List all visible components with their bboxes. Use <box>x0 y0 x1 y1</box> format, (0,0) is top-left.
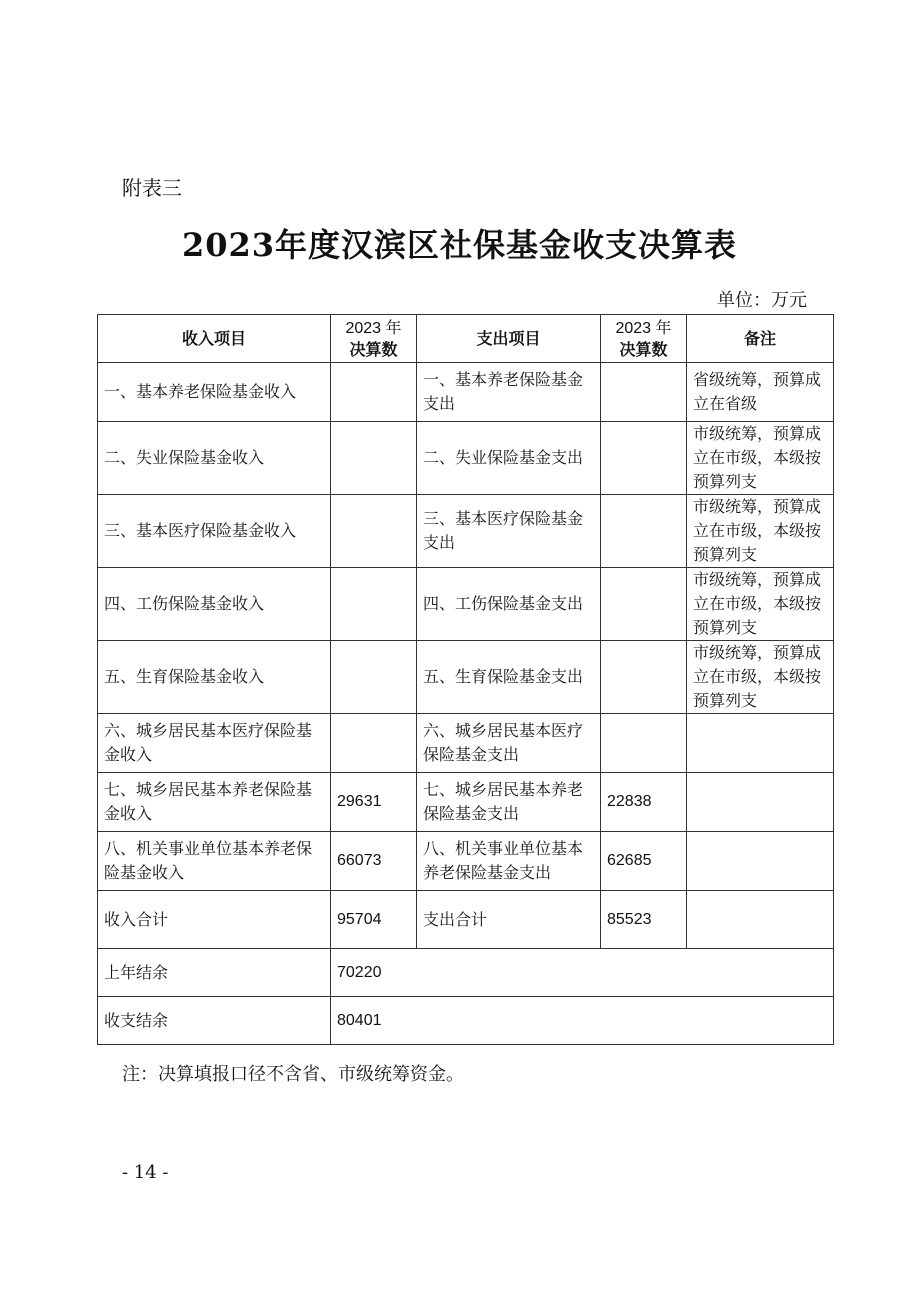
header-remarks: 备注 <box>687 315 834 363</box>
income-item-cell: 一、基本养老保险基金收入 <box>98 363 331 422</box>
income-item-cell: 五、生育保险基金收入 <box>98 641 331 714</box>
appendix-label: 附表三 <box>122 176 182 200</box>
header-income-amount-line1: 2023 年 <box>345 320 402 337</box>
prior-balance-label: 上年结余 <box>98 949 331 997</box>
expense-amount-cell <box>601 363 687 422</box>
remarks-cell <box>687 773 834 832</box>
income-amount-cell <box>331 495 417 568</box>
table-row <box>98 422 834 495</box>
header-expense-item: 支出项目 <box>417 315 601 363</box>
table-row <box>98 714 834 773</box>
remarks-cell <box>687 832 834 891</box>
expense-amount-cell <box>601 495 687 568</box>
expense-amount-cell <box>601 422 687 495</box>
table-row <box>98 568 834 641</box>
expense-amount-cell: 62685 <box>601 832 687 891</box>
expense-item-cell: 五、生育保险基金支出 <box>417 641 601 714</box>
header-income-amount-line2: 决算数 <box>349 340 398 359</box>
table-header-row <box>98 315 834 363</box>
income-amount-cell <box>331 714 417 773</box>
prior-balance-value: 70220 <box>331 949 834 997</box>
header-income-item: 收入项目 <box>98 315 331 363</box>
expense-total-value: 85523 <box>601 891 687 949</box>
budget-table <box>97 314 834 1045</box>
prior-balance-row <box>98 949 834 997</box>
header-expense-amount <box>601 315 687 363</box>
income-item-cell: 七、城乡居民基本养老保险基金收入 <box>98 773 331 832</box>
table-row <box>98 832 834 891</box>
net-balance-value: 80401 <box>331 997 834 1045</box>
income-amount-cell <box>331 641 417 714</box>
income-total-label: 收入合计 <box>98 891 331 949</box>
expense-amount-cell: 22838 <box>601 773 687 832</box>
income-item-cell: 四、工伤保险基金收入 <box>98 568 331 641</box>
expense-amount-cell <box>601 714 687 773</box>
table-row <box>98 363 834 422</box>
expense-item-cell: 一、基本养老保险基金支出 <box>417 363 601 422</box>
page-number: - 14 - <box>122 1162 169 1183</box>
expense-item-cell: 六、城乡居民基本医疗保险基金支出 <box>417 714 601 773</box>
income-amount-cell <box>331 568 417 641</box>
net-balance-row <box>98 997 834 1045</box>
totals-row <box>98 891 834 949</box>
remarks-cell: 省级统筹，预算成立在省级 <box>687 363 834 422</box>
expense-item-cell: 八、机关事业单位基本养老保险基金支出 <box>417 832 601 891</box>
header-income-amount <box>331 315 417 363</box>
income-amount-cell: 29631 <box>331 773 417 832</box>
expense-item-cell: 四、工伤保险基金支出 <box>417 568 601 641</box>
expense-amount-cell <box>601 641 687 714</box>
expense-total-label: 支出合计 <box>417 891 601 949</box>
header-expense-amount-line1: 2023 年 <box>615 320 672 337</box>
income-item-cell: 二、失业保险基金收入 <box>98 422 331 495</box>
income-item-cell: 三、基本医疗保险基金收入 <box>98 495 331 568</box>
remarks-cell: 市级统筹，预算成立在市级，本级按预算列支 <box>687 641 834 714</box>
income-item-cell: 六、城乡居民基本医疗保险基金收入 <box>98 714 331 773</box>
header-expense-amount-line2: 决算数 <box>619 340 668 359</box>
income-total-value: 95704 <box>331 891 417 949</box>
footnote: 注：决算填报口径不含省、市级统筹资金。 <box>122 1064 464 1085</box>
remarks-cell <box>687 714 834 773</box>
income-item-cell: 八、机关事业单位基本养老保险基金收入 <box>98 832 331 891</box>
table-row <box>98 773 834 832</box>
totals-remarks-cell <box>687 891 834 949</box>
expense-item-cell: 三、基本医疗保险基金支出 <box>417 495 601 568</box>
table-row <box>98 495 834 568</box>
expense-item-cell: 二、失业保险基金支出 <box>417 422 601 495</box>
expense-amount-cell <box>601 568 687 641</box>
remarks-cell: 市级统筹，预算成立在市级，本级按预算列支 <box>687 495 834 568</box>
unit-label: 单位：万元 <box>717 290 807 311</box>
table-row <box>98 641 834 714</box>
net-balance-label: 收支结余 <box>98 997 331 1045</box>
page-title: 2023年度汉滨区社保基金收支决算表 <box>181 226 738 264</box>
remarks-cell: 市级统筹，预算成立在市级，本级按预算列支 <box>687 422 834 495</box>
expense-item-cell: 七、城乡居民基本养老保险基金支出 <box>417 773 601 832</box>
income-amount-cell: 66073 <box>331 832 417 891</box>
income-amount-cell <box>331 422 417 495</box>
remarks-cell: 市级统筹，预算成立在市级，本级按预算列支 <box>687 568 834 641</box>
income-amount-cell <box>331 363 417 422</box>
